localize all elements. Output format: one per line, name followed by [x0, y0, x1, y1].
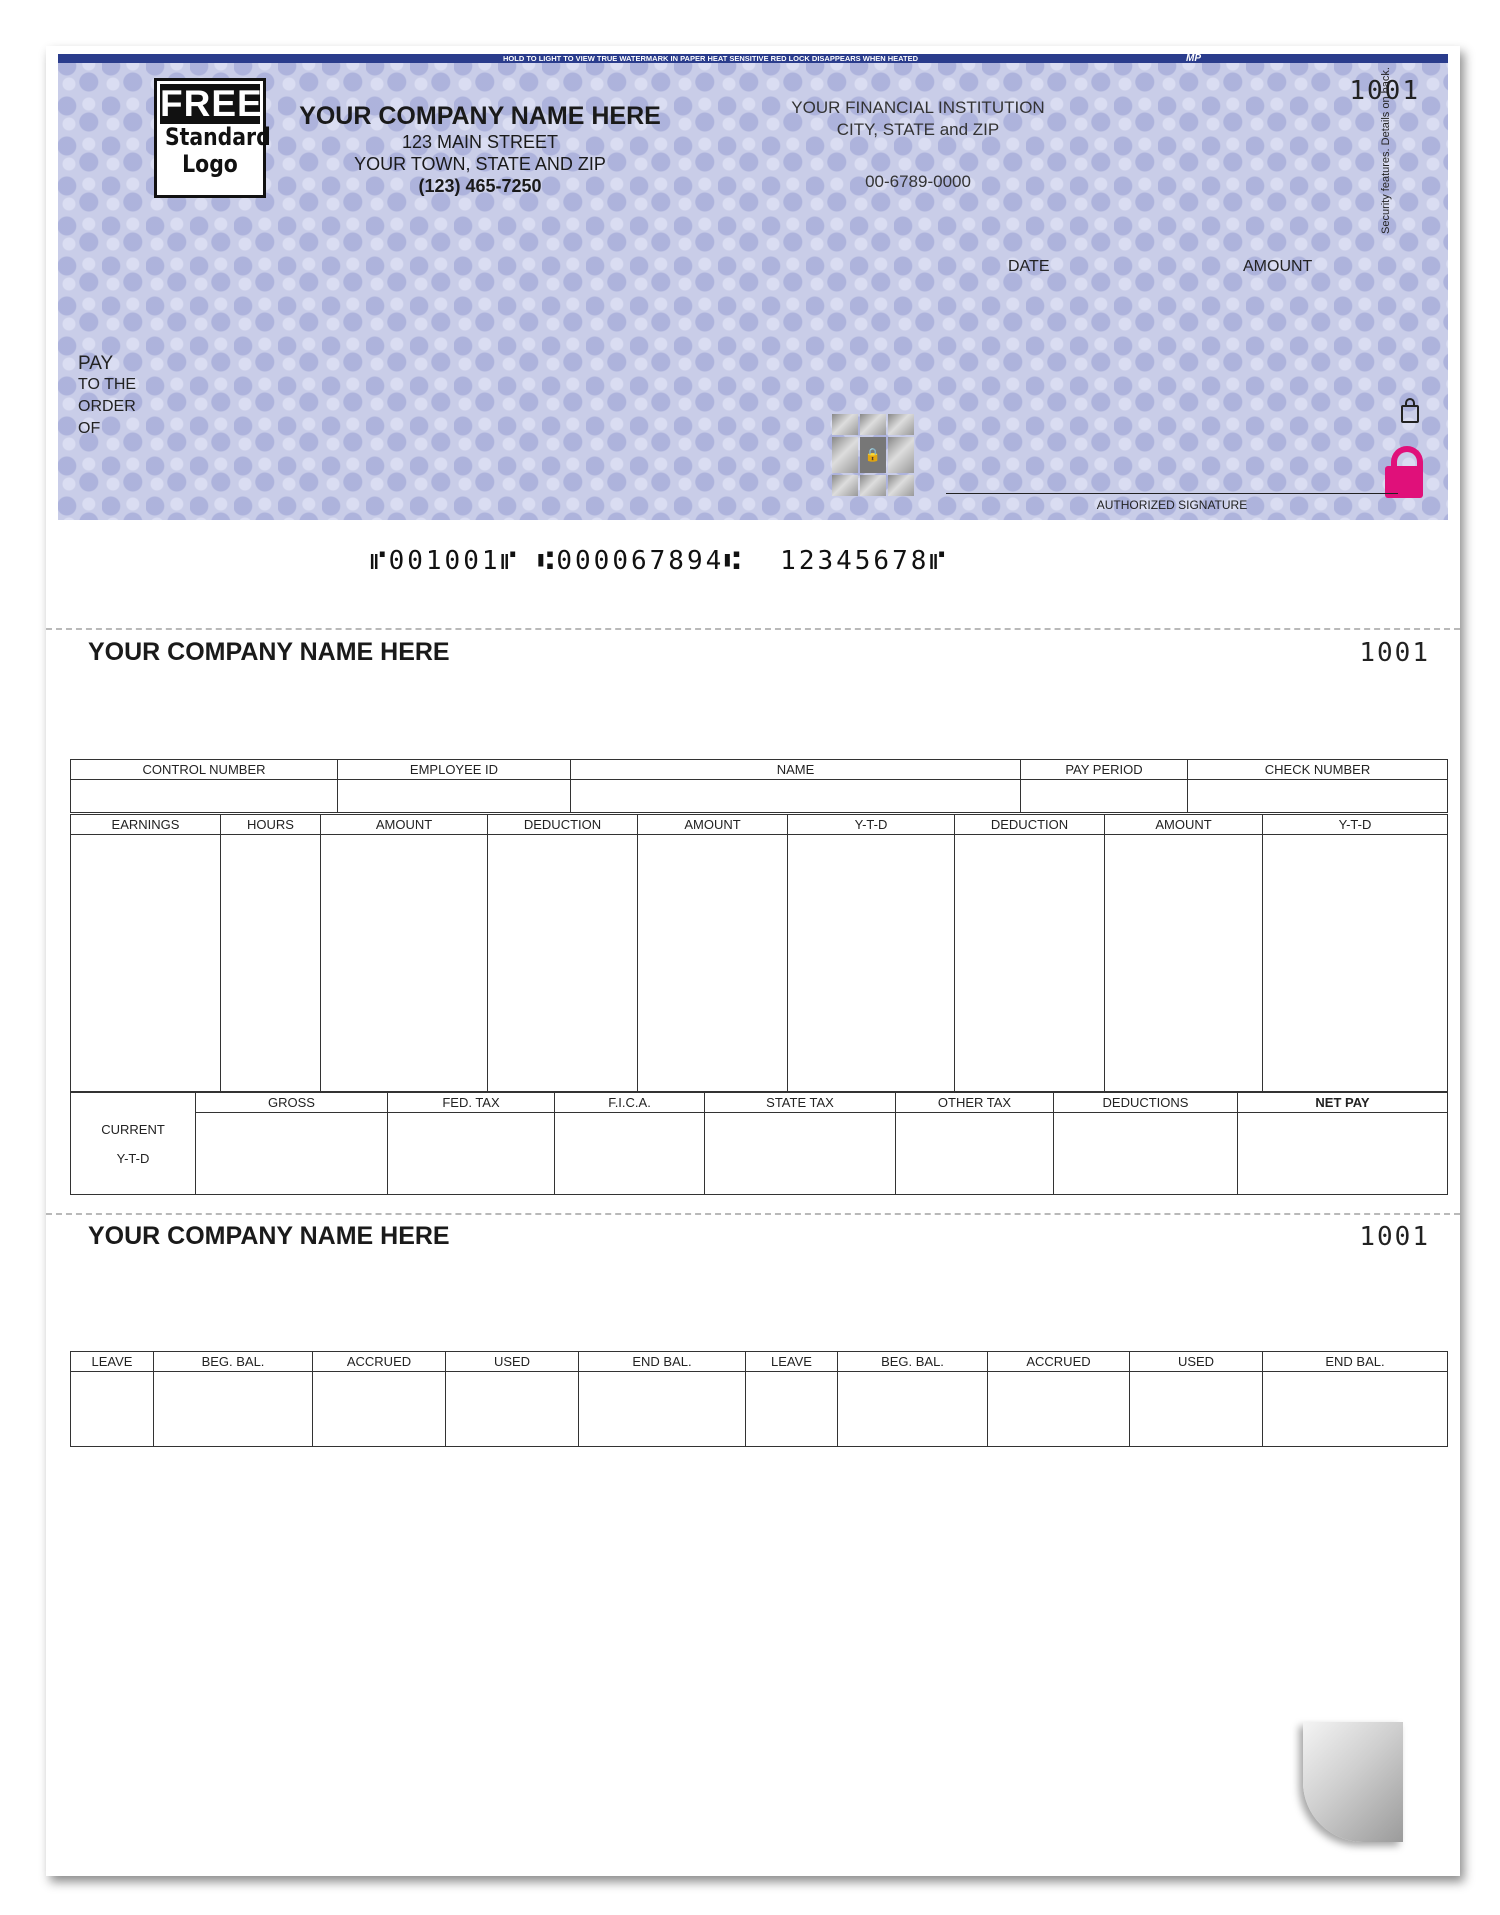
col-header: Y-T-D — [788, 815, 955, 835]
col-header: FED. TAX — [388, 1093, 555, 1113]
leave-cell[interactable] — [746, 1372, 838, 1447]
col-header: AMOUNT — [1105, 815, 1263, 835]
col-header: GROSS — [196, 1093, 388, 1113]
used-cell[interactable] — [1130, 1372, 1263, 1447]
leave-balance-table — [70, 1351, 1448, 1447]
bank-city: CITY, STATE and ZIP — [836, 120, 1000, 139]
bank-name: YOUR FINANCIAL INSTITUTION — [791, 98, 1045, 117]
current-label: CURRENT — [101, 1121, 165, 1137]
company-phone: (123) 465-7250 — [418, 176, 542, 196]
col-header: ACCRUED — [988, 1352, 1130, 1372]
logo-logo-text: Logo — [182, 150, 238, 178]
col-header: BEG. BAL. — [838, 1352, 988, 1372]
fractional-routing: 00-6789-0000 — [865, 172, 971, 191]
earnings-cell[interactable] — [71, 835, 221, 1092]
deduction-cell[interactable] — [955, 835, 1105, 1092]
pay-period-cell[interactable] — [1021, 780, 1188, 813]
stub-check-number: 1001 — [1359, 638, 1430, 668]
check-number: 1001 — [1349, 76, 1420, 106]
col-header: F.I.C.A. — [555, 1093, 705, 1113]
company-name: YOUR COMPANY NAME HERE — [299, 102, 661, 130]
beg-bal-cell[interactable] — [838, 1372, 988, 1447]
fica-cell[interactable] — [555, 1113, 705, 1195]
check-face — [58, 54, 1448, 520]
col-header: NET PAY — [1238, 1093, 1448, 1113]
logo-free-text: FREE — [160, 83, 263, 124]
amount-cell[interactable] — [1105, 835, 1263, 1092]
stub-company-name: YOUR COMPANY NAME HERE — [88, 1222, 450, 1250]
deduction-cell[interactable] — [488, 835, 638, 1092]
order-label: ORDER — [78, 398, 136, 415]
totals-table — [70, 1092, 1448, 1195]
ytd-cell[interactable] — [788, 835, 955, 1092]
ytd-label: Y-T-D — [116, 1150, 150, 1166]
company-address: 123 MAIN STREET — [401, 132, 559, 152]
hours-cell[interactable] — [221, 835, 321, 1092]
col-header: ACCRUED — [313, 1352, 446, 1372]
end-bal-cell[interactable] — [579, 1372, 746, 1447]
col-header: USED — [446, 1352, 579, 1372]
col-header: AMOUNT — [638, 815, 788, 835]
security-band-text: HOLD TO LIGHT TO VIEW TRUE WATERMARK IN PAPER HEAT SENSITIVE RED LOCK DISAPPEARS WHEN HEATED — [503, 54, 919, 63]
name-cell[interactable] — [571, 780, 1021, 813]
pay-label: PAY — [78, 353, 114, 374]
col-header: EARNINGS — [71, 815, 221, 835]
employee-id-cell[interactable] — [338, 780, 571, 813]
company-city: YOUR TOWN, STATE AND ZIP — [354, 154, 606, 174]
end-bal-cell[interactable] — [1263, 1372, 1448, 1447]
earnings-deductions-table — [70, 814, 1448, 1092]
col-header: USED — [1130, 1352, 1263, 1372]
to-the-label: TO THE — [78, 376, 137, 393]
amount-label: AMOUNT — [1243, 258, 1313, 275]
perforation-line — [46, 1213, 1460, 1215]
amount-cell[interactable] — [321, 835, 488, 1092]
accrued-cell[interactable] — [313, 1372, 446, 1447]
net-pay-cell[interactable] — [1238, 1113, 1448, 1195]
col-header: NAME — [571, 760, 1021, 780]
col-header: HOURS — [221, 815, 321, 835]
signature-line[interactable] — [946, 493, 1398, 494]
col-header: STATE TAX — [705, 1093, 896, 1113]
col-header: LEAVE — [71, 1352, 154, 1372]
current-ytd-label-cell — [71, 1093, 196, 1195]
control-number-cell[interactable] — [71, 780, 338, 813]
gross-cell[interactable] — [196, 1113, 388, 1195]
perforation-line — [46, 628, 1460, 630]
col-header: Y-T-D — [1263, 815, 1448, 835]
col-header: END BAL. — [1263, 1352, 1448, 1372]
deductions-cell[interactable] — [1054, 1113, 1238, 1195]
stub-company-name: YOUR COMPANY NAME HERE — [88, 638, 450, 666]
col-header: CONTROL NUMBER — [71, 760, 338, 780]
beg-bal-cell[interactable] — [154, 1372, 313, 1447]
logo-standard-text: Standard — [164, 123, 271, 151]
state-tax-cell[interactable] — [705, 1113, 896, 1195]
col-header: END BAL. — [579, 1352, 746, 1372]
of-label: OF — [78, 420, 101, 437]
col-header: DEDUCTIONS — [1054, 1093, 1238, 1113]
other-tax-cell[interactable] — [896, 1113, 1054, 1195]
fed-tax-cell[interactable] — [388, 1113, 555, 1195]
col-header: PAY PERIOD — [1021, 760, 1188, 780]
company-logo — [154, 78, 271, 198]
security-features-note: Security features. Details on back. — [1380, 67, 1392, 234]
lock-icon: 🔒 — [860, 437, 886, 474]
col-header: OTHER TAX — [896, 1093, 1054, 1113]
accrued-cell[interactable] — [988, 1372, 1130, 1447]
padlock-icon — [1401, 405, 1419, 423]
date-label: DATE — [1008, 258, 1050, 275]
col-header: EMPLOYEE ID — [338, 760, 571, 780]
col-header: BEG. BAL. — [154, 1352, 313, 1372]
leave-cell[interactable] — [71, 1372, 154, 1447]
stub-check-number: 1001 — [1359, 1222, 1430, 1252]
check-number-cell[interactable] — [1188, 780, 1448, 813]
mp-mark: MP — [1186, 53, 1201, 64]
used-cell[interactable] — [446, 1372, 579, 1447]
ytd-cell[interactable] — [1263, 835, 1448, 1092]
employee-info-table — [70, 759, 1448, 813]
col-header: DEDUCTION — [488, 815, 638, 835]
amount-cell[interactable] — [638, 835, 788, 1092]
col-header: LEAVE — [746, 1352, 838, 1372]
col-header: DEDUCTION — [955, 815, 1105, 835]
micr-line: ⑈001001⑈ ⑆000067894⑆ 12345678⑈ — [370, 546, 948, 576]
security-hologram — [832, 414, 914, 496]
signature-label: AUTHORIZED SIGNATURE — [1096, 498, 1248, 512]
col-header: CHECK NUMBER — [1188, 760, 1448, 780]
col-header: AMOUNT — [321, 815, 488, 835]
